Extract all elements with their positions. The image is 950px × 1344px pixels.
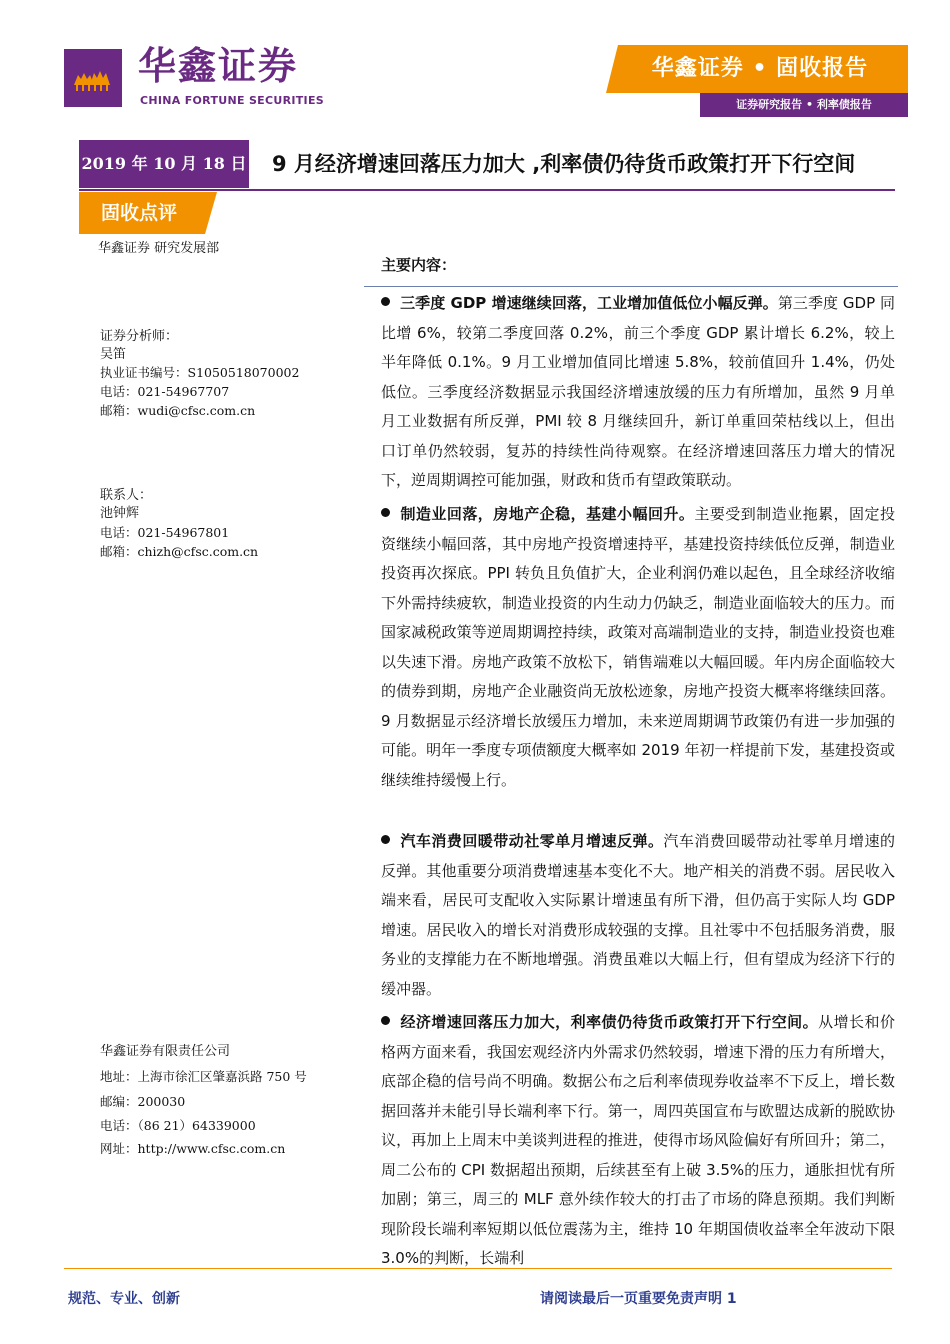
research-dept: 华鑫证券 研究发展部 xyxy=(98,241,220,256)
point-body: 汽车消费回暖带动社零单月增速的反弹。其他重要分项消费增速基本变化不大。地产相关的消费不弱。居民收入端来看，居民可支配收入实际累计增速虽有所下滑，但仍高于实际人均 GDP 增速。居民收入的增长对消费形成较强的支撑。且社零中不包括服务消费，服务业的支撑能力在不断地增强。消费虽难以大幅上行，但有望成为经济下行的缓冲器。 xyxy=(381,832,895,998)
analyst-email: 邮箱：wudi@cfsc.com.cn xyxy=(100,403,256,418)
header-banner-notch xyxy=(606,45,618,93)
report-series-label: 华鑫证券 • 固收报告 xyxy=(651,56,869,81)
report-tag: 固收点评 xyxy=(100,202,177,224)
point-lead: 汽车消费回暖带动社零单月增速反弹。 xyxy=(400,832,664,850)
company-postcode: 邮编：200030 xyxy=(100,1094,186,1109)
bullet-icon xyxy=(381,1016,390,1025)
footer-slogan: 规范、专业、创新 xyxy=(68,1291,180,1307)
main-divider xyxy=(364,286,898,287)
brand-name-en: CHINA FORTUNE SECURITIES xyxy=(140,94,324,107)
report-subtype-label: 证券研究报告 • 利率债报告 xyxy=(736,98,872,111)
contact-phone: 电话：021-54967801 xyxy=(100,525,230,540)
report-title: 9 月经济增速回落压力加大 ,利率债仍待货币政策打开下行空间 xyxy=(272,152,856,176)
report-date: 2019 年 10 月 18 日 xyxy=(81,154,247,173)
bullet-icon xyxy=(381,508,390,517)
company-tel: 电话：（86 21）64339000 xyxy=(100,1118,256,1133)
point-body: 第三季度 GDP 同比增 6%，较第二季度回落 0.2%，前三个季度 GDP 累计增长 6.2%，较上半年降低 0.1%。9 月工业增加值同比增速 5.8%，较前值回升 1.4%，仍处低位。三季度经济数据显示我国经济增速放缓的压力有所增加，虽然 9 月单月工业数据有所反弹，PMI 较 8 月继续回升，新订单重回荣枯线以上，但出口订单仍然较弱，复苏的持续性尚待观察。在经济增速回落压力增大的情况下，逆周期调控可能加强，财政和货币有望政策联动。 xyxy=(381,294,895,489)
analyst-cert: 执业证书编号：S1050518070002 xyxy=(100,365,300,380)
contact-name: 池钟辉 xyxy=(100,506,140,521)
point-body: 从增长和价格两方面来看，我国宏观经济内外需求仍然较弱，增速下滑的压力有所增大，底部企稳的信号尚不明确。数据公布之后利率债现券收益率不下反上，增长数据回落并未能引导长端利率下行。第一，周四英国宣布与欧盟达成新的脱欧协议，再加上上周末中美谈判进程的推进，使得市场风险偏好有所回升；第二，周二公布的 CPI 数据超出预期，后续甚至有上破 3.5%的压力，通胀担忧有所加剧；第三，周三的 MLF 意外续作较大的打击了市场的降息预期。我们判断现阶段长端利率短期以低位震荡为主，维持 10 年期国债收益率全年波动下限 3.0%的判断，长端利 xyxy=(381,1013,895,1267)
company-website: 网址：http://www.cfsc.com.cn xyxy=(100,1141,286,1156)
analyst-heading: 证券分析师： xyxy=(100,329,179,344)
point-rates xyxy=(381,1008,895,1274)
bullet-icon xyxy=(381,835,390,844)
main-heading: 主要内容： xyxy=(381,256,457,274)
contact-email: 邮箱：chizh@cfsc.com.cn xyxy=(100,544,259,559)
footer-divider xyxy=(64,1268,892,1269)
bullet-icon xyxy=(381,297,390,306)
brand-name-cn: 华鑫证券 xyxy=(138,44,299,88)
title-divider xyxy=(79,189,895,191)
cattle-herd-logo-icon xyxy=(64,49,122,107)
contact-heading: 联系人： xyxy=(100,488,153,503)
footer-disclaimer: 请阅读最后一页重要免责声明 1 xyxy=(540,1291,737,1307)
company-logo xyxy=(64,49,122,107)
point-gdp xyxy=(381,289,895,496)
point-lead: 经济增速回落压力加大，利率债仍待货币政策打开下行空间。 xyxy=(400,1013,819,1031)
analyst-name: 吴笛 xyxy=(100,347,127,362)
point-lead: 三季度 GDP 增速继续回落，工业增加值低位小幅反弹。 xyxy=(400,294,778,312)
point-consumption xyxy=(381,827,895,1004)
analyst-phone: 电话：021-54967707 xyxy=(100,384,230,399)
company-address: 地址：上海市徐汇区肇嘉浜路 750 号 xyxy=(100,1069,307,1084)
point-body: 主要受到制造业拖累，固定投资继续小幅回落，其中房地产投资增速持平，基建投资持续低位反弹，制造业投资再次探底。PPI 转负且负值扩大，企业利润仍难以起色，且全球经济收缩下外需持续疲软，制造业投资的内生动力仍缺乏，制造业面临较大的压力。而国家减税政策等逆周期调控持续，政策对高端制造业的支持，制造业投资也难以失速下滑。房地产政策不放松下，销售端难以大幅回暖。年内房企面临较大的债券到期，房地产企业融资尚无放松迹象，房地产投资大概率将继续回落。9 月数据显示经济增长放缓压力增加，未来逆周期调节政策仍有进一步加强的可能。明年一季度专项债额度大概率如 2019 年初一样提前下发，基建投资或继续维持缓慢上行。 xyxy=(381,505,895,789)
point-lead: 制造业回落，房地产企稳，基建小幅回升。 xyxy=(400,505,695,523)
point-investment xyxy=(381,500,895,795)
company-name: 华鑫证券有限责任公司 xyxy=(100,1044,231,1059)
report-tag-notch xyxy=(205,192,217,234)
